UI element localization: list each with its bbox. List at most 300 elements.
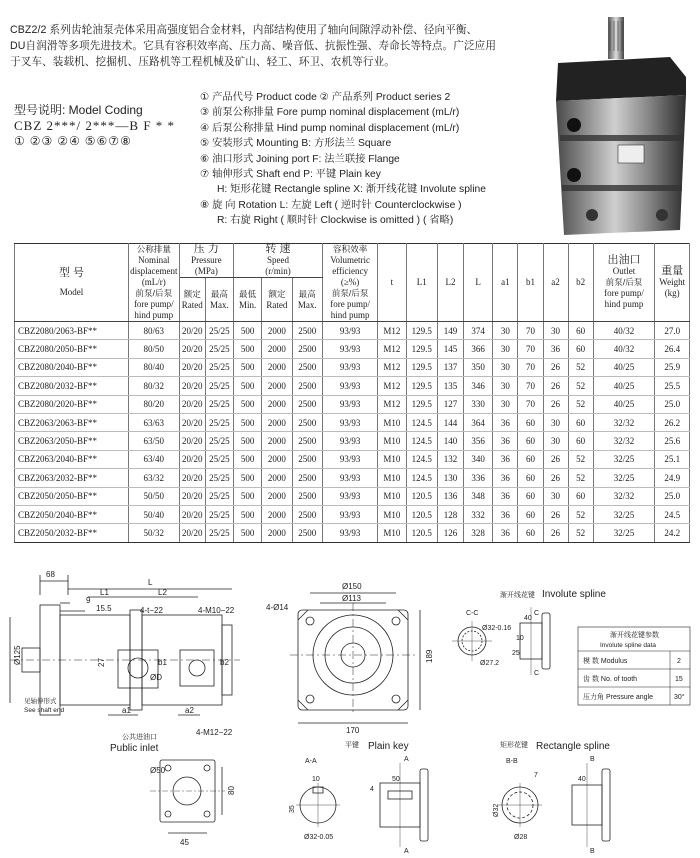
section-a-top: A	[404, 756, 409, 763]
table-cell: 80/40	[128, 358, 179, 376]
table-row	[15, 413, 690, 431]
technical-drawings	[0, 555, 700, 858]
table-cell: 60	[518, 469, 543, 487]
section-a-bottom: A	[404, 848, 409, 855]
table-cell: 60	[518, 432, 543, 450]
table-cell: 500	[234, 450, 262, 468]
side-view-labels	[13, 570, 235, 715]
intro-line-2: DU自润滑等多项先进技术。它具有容积效率高、压力高、噪音低、抗振性强、寿命长等特点。广泛应用	[10, 40, 497, 52]
table-cell: 2000	[262, 524, 292, 542]
table-cell: 52	[568, 469, 593, 487]
table-cell: 2500	[292, 450, 322, 468]
table-cell: 500	[234, 487, 262, 505]
table-row	[15, 505, 690, 523]
dim-pk-10: 10	[312, 776, 320, 783]
intro-line-1: CBZ2/2 系列齿轮油泵壳体采用高强度铝合金材料，内部结构使用了轴向间隙浮动补偿、径向平衡、	[10, 24, 478, 36]
table-cell: 25/25	[205, 450, 233, 468]
spline-teeth-label: 齿 数 No. of tooth	[583, 676, 638, 683]
dim-27: 27	[97, 658, 106, 667]
public-inlet-labels	[110, 728, 236, 847]
dim-a1: a1	[122, 706, 131, 715]
header-max-speed: 最高 Max.	[292, 278, 322, 322]
table-cell: 20/20	[179, 322, 205, 340]
header-a2: a2	[543, 244, 568, 322]
table-cell: 25/25	[205, 377, 233, 395]
table-cell: 93/93	[322, 377, 377, 395]
header-b1: b1	[518, 244, 543, 322]
table-cell: 145	[437, 340, 463, 358]
involute-spline-drawing	[452, 607, 550, 675]
dim-L1: L1	[100, 588, 109, 597]
table-cell: M12	[378, 377, 406, 395]
table-cell: 60	[568, 487, 593, 505]
table-cell: 36	[493, 487, 518, 505]
table-cell: 24.9	[655, 469, 690, 487]
table-cell: 25.5	[655, 377, 690, 395]
front-flange	[556, 57, 686, 101]
table-cell: 70	[518, 377, 543, 395]
table-cell: 93/93	[322, 450, 377, 468]
table-cell: 60	[568, 413, 593, 431]
table-cell: 135	[437, 377, 463, 395]
header-max-pressure: 最高 Max.	[205, 278, 233, 322]
section-c-c: C-C	[466, 610, 479, 617]
table-cell: 40/32	[593, 340, 655, 358]
table-cell: 356	[464, 432, 493, 450]
table-row	[15, 377, 690, 395]
table-cell: 24.2	[655, 524, 690, 542]
table-cell: 26	[543, 358, 568, 376]
shaft	[608, 17, 624, 59]
dim-pk-35: 35	[289, 805, 296, 813]
table-cell: 25/25	[205, 413, 233, 431]
table-cell: CBZ2050/2050-BF**	[15, 487, 129, 505]
table-cell: 25/25	[205, 432, 233, 450]
spline-modulus-value: 2	[677, 658, 681, 665]
table-cell: 128	[437, 505, 463, 523]
table-cell: 127	[437, 395, 463, 413]
header-L2: L2	[437, 244, 463, 322]
table-cell: 40/32	[593, 322, 655, 340]
dim-170: 170	[346, 726, 360, 735]
table-cell: 63/63	[128, 413, 179, 431]
plain-key-labels	[289, 740, 409, 855]
table-cell: 32/25	[593, 450, 655, 468]
table-cell: 129.5	[406, 322, 437, 340]
model-code: CBZ 2***/ 2***—B F * *	[14, 118, 176, 133]
table-cell: 60	[518, 450, 543, 468]
table-cell: 50/50	[128, 487, 179, 505]
table-cell: 30	[493, 340, 518, 358]
table-cell: CBZ2063/2040-BF**	[15, 450, 129, 468]
table-cell: 20/20	[179, 413, 205, 431]
dim-68: 68	[46, 570, 55, 579]
table-cell: 374	[464, 322, 493, 340]
table-cell: 2500	[292, 469, 322, 487]
spec-table-body	[15, 322, 690, 543]
dim-pk-32: Ø32-0.05	[304, 834, 334, 841]
table-cell: 93/93	[322, 505, 377, 523]
table-cell: 52	[568, 450, 593, 468]
see-shaft-cn: 见轴伸形式	[24, 698, 57, 705]
table-cell: 93/93	[322, 358, 377, 376]
table-cell: 93/93	[322, 524, 377, 542]
table-cell: 500	[234, 377, 262, 395]
section-b-top: B	[590, 756, 595, 763]
model-code-indices: ① ②③ ②④ ⑤⑥⑦⑧	[14, 134, 132, 148]
table-cell: 25.1	[655, 450, 690, 468]
dim-b1: b1	[158, 658, 167, 667]
dim-b2: b2	[220, 658, 229, 667]
header-L: L	[464, 244, 493, 322]
spline-data-labels	[583, 630, 685, 701]
table-cell: 500	[234, 432, 262, 450]
table-cell: 26	[543, 505, 568, 523]
coding-legend	[200, 90, 520, 229]
dim-50: Ø50	[150, 766, 166, 775]
table-cell: 26	[543, 469, 568, 487]
table-cell: 25.6	[655, 432, 690, 450]
table-cell: 32/25	[593, 524, 655, 542]
table-cell: 52	[568, 377, 593, 395]
involute-title-cn: 渐开线花键	[500, 592, 535, 599]
model-coding-title: 型号说明: Model Coding	[14, 103, 143, 117]
table-cell: 364	[464, 413, 493, 431]
table-cell: 120.5	[406, 487, 437, 505]
table-cell: M10	[378, 450, 406, 468]
table-cell: 25/25	[205, 340, 233, 358]
table-cell: CBZ2080/2040-BF**	[15, 358, 129, 376]
spline-modulus-label: 模 数 Modulus	[583, 658, 628, 665]
table-row	[15, 395, 690, 413]
table-cell: CBZ2063/2063-BF**	[15, 413, 129, 431]
table-cell: 40/25	[593, 358, 655, 376]
dim-rs-28: Ø28	[514, 834, 528, 841]
table-cell: M12	[378, 340, 406, 358]
public-inlet-cn: 公共进油口	[122, 734, 157, 741]
table-cell: 30	[543, 322, 568, 340]
table-cell: 2000	[262, 505, 292, 523]
table-cell: 30	[543, 432, 568, 450]
table-cell: 2500	[292, 487, 322, 505]
section-b-bottom: B	[590, 848, 595, 855]
header-outlet: 出油口 Outlet 前泵/后泵 fore pump/ hind pump	[593, 244, 655, 322]
table-cell: 52	[568, 395, 593, 413]
table-cell: CBZ2080/2063-BF**	[15, 322, 129, 340]
table-cell: 330	[464, 395, 493, 413]
table-cell: 25/25	[205, 487, 233, 505]
table-cell: 149	[437, 322, 463, 340]
table-cell: 36	[493, 505, 518, 523]
table-cell: 25.0	[655, 487, 690, 505]
table-cell: 328	[464, 524, 493, 542]
table-cell: 30	[543, 413, 568, 431]
table-cell: 340	[464, 450, 493, 468]
table-cell: 25.9	[655, 358, 690, 376]
table-cell: 124.5	[406, 469, 437, 487]
plain-key-cn: 平键	[345, 742, 359, 749]
table-cell: 20/20	[179, 524, 205, 542]
table-cell: 132	[437, 450, 463, 468]
table-cell: 500	[234, 395, 262, 413]
dim-150: Ø150	[342, 582, 362, 591]
table-cell: 126	[437, 524, 463, 542]
legend-line-8: ⑧ 旋 向 Rotation L: 左旋 Left ( 逆时针 Counterclockwise )	[200, 199, 462, 211]
table-cell: 124.5	[406, 432, 437, 450]
section-c-bottom: C	[534, 670, 540, 677]
table-cell: 32/32	[593, 413, 655, 431]
see-shaft-en: See shaft end	[24, 707, 65, 714]
table-cell: CBZ2063/2050-BF**	[15, 432, 129, 450]
table-cell: 63/32	[128, 469, 179, 487]
nameplate	[618, 145, 644, 163]
table-cell: 20/20	[179, 469, 205, 487]
legend-line-7: H: 矩形花键 Rectangle spline X: 渐开线花键 Involute spline	[217, 184, 486, 196]
table-cell: 63/40	[128, 450, 179, 468]
table-cell: CBZ2080/2032-BF**	[15, 377, 129, 395]
table-cell: 350	[464, 358, 493, 376]
header-min-speed: 最低 Min.	[234, 278, 262, 322]
spline-table-title-cn: 渐开线花键参数	[610, 632, 659, 639]
header-rated-pressure: 额定 Rated	[179, 278, 205, 322]
table-cell: 80/20	[128, 395, 179, 413]
table-cell: 36	[493, 413, 518, 431]
table-cell: 120.5	[406, 524, 437, 542]
dim-4-14: 4-Ø14	[266, 603, 289, 612]
rect-spline-cn: 矩形花键	[500, 742, 528, 749]
dim-189: 189	[425, 649, 434, 663]
table-cell: 36	[493, 432, 518, 450]
table-cell: 63/50	[128, 432, 179, 450]
intro-line-3: 于叉车、装载机、挖掘机、压路机等工程机械及矿山、轻工、环卫、农机等行业。	[10, 56, 395, 68]
legend-line-5: ⑥ 油口形式 Joining port F: 法兰联接 Flange	[200, 153, 400, 165]
table-cell: 26	[543, 450, 568, 468]
table-cell: 70	[518, 358, 543, 376]
table-cell: M12	[378, 358, 406, 376]
dim-rs-40: 40	[578, 776, 586, 783]
dim-a2: a2	[185, 706, 194, 715]
port-front	[567, 118, 581, 132]
table-cell: 32/32	[593, 487, 655, 505]
table-cell: 60	[568, 432, 593, 450]
table-cell: 32/25	[593, 469, 655, 487]
table-cell: 30	[493, 377, 518, 395]
table-row	[15, 340, 690, 358]
table-row	[15, 322, 690, 340]
legend-line-6: ⑦ 轴伸形式 Shaft end P: 平键 Plain key	[200, 169, 381, 181]
table-cell: 129.5	[406, 377, 437, 395]
header-L1: L1	[406, 244, 437, 322]
dim-45: 45	[180, 838, 189, 847]
table-row	[15, 432, 690, 450]
spline-teeth-value: 15	[675, 676, 683, 683]
table-cell: 2000	[262, 413, 292, 431]
table-cell: 30	[493, 322, 518, 340]
table-cell: 60	[518, 413, 543, 431]
legend-line-9: R: 右旋 Right ( 顺时针 Clockwise is omitted ) ( 省略)	[217, 215, 454, 227]
table-cell: M10	[378, 413, 406, 431]
dim-40-inv: 40	[524, 615, 532, 622]
table-cell: 93/93	[322, 469, 377, 487]
table-cell: 2000	[262, 358, 292, 376]
table-cell: 93/93	[322, 487, 377, 505]
dim-25-inv: 25	[512, 650, 520, 657]
table-cell: 500	[234, 524, 262, 542]
table-cell: 25/25	[205, 524, 233, 542]
dim-125: Ø125	[13, 645, 22, 665]
table-cell: 20/20	[179, 395, 205, 413]
table-cell: CBZ2080/2050-BF**	[15, 340, 129, 358]
table-cell: 129.5	[406, 340, 437, 358]
table-cell: M10	[378, 469, 406, 487]
public-inlet-en: Public inlet	[110, 743, 159, 754]
table-row	[15, 450, 690, 468]
table-cell: 20/20	[179, 358, 205, 376]
table-cell: 120.5	[406, 505, 437, 523]
table-cell: M12	[378, 395, 406, 413]
table-cell: M10	[378, 487, 406, 505]
table-cell: 26	[543, 395, 568, 413]
table-cell: 40/25	[593, 377, 655, 395]
table-cell: 2500	[292, 524, 322, 542]
table-cell: 130	[437, 469, 463, 487]
table-cell: 30	[543, 487, 568, 505]
table-cell: 2000	[262, 487, 292, 505]
table-cell: 70	[518, 322, 543, 340]
intro-text	[10, 22, 510, 70]
table-cell: 26.2	[655, 413, 690, 431]
table-cell: 2500	[292, 322, 322, 340]
header-a1: a1	[493, 244, 518, 322]
table-cell: 20/20	[179, 450, 205, 468]
table-cell: 70	[518, 340, 543, 358]
dim-L2: L2	[158, 588, 167, 597]
dim-113: Ø113	[342, 594, 361, 603]
dim-10-inv: 10	[516, 635, 524, 642]
table-cell: M10	[378, 505, 406, 523]
table-cell: 50/32	[128, 524, 179, 542]
table-cell: 2000	[262, 377, 292, 395]
table-cell: 80/63	[128, 322, 179, 340]
table-cell: 25/25	[205, 469, 233, 487]
table-cell: 2500	[292, 413, 322, 431]
table-cell: 2000	[262, 340, 292, 358]
table-cell: 36	[493, 469, 518, 487]
table-cell: 32/25	[593, 505, 655, 523]
table-cell: 500	[234, 322, 262, 340]
table-cell: 25/25	[205, 505, 233, 523]
table-row	[15, 358, 690, 376]
table-cell: 93/93	[322, 432, 377, 450]
rectangle-spline-labels	[493, 740, 610, 855]
table-cell: 348	[464, 487, 493, 505]
table-cell: 36	[493, 450, 518, 468]
side-view-drawing	[10, 575, 240, 715]
table-cell: 25.0	[655, 395, 690, 413]
table-cell: 27.0	[655, 322, 690, 340]
table-cell: 336	[464, 469, 493, 487]
header-displacement: 公称排量 Nominal displacement (mL/r) 前泵/后泵 fore pump/ hind pump	[130, 244, 178, 320]
section-a-a: A-A	[305, 758, 317, 765]
table-cell: 80/50	[128, 340, 179, 358]
dim-80: 80	[227, 786, 236, 795]
front-view-drawing	[290, 593, 420, 723]
table-cell: 93/93	[322, 340, 377, 358]
table-cell: CBZ2050/2032-BF**	[15, 524, 129, 542]
table-cell: 2500	[292, 432, 322, 450]
table-cell: 80/32	[128, 377, 179, 395]
table-cell: 26	[543, 524, 568, 542]
table-cell: 366	[464, 340, 493, 358]
table-cell: CBZ2080/2020-BF**	[15, 395, 129, 413]
section-c-top: C	[534, 610, 540, 617]
table-cell: 70	[518, 395, 543, 413]
dim-pk-4: 4	[370, 786, 374, 793]
table-cell: 2000	[262, 432, 292, 450]
table-cell: 140	[437, 432, 463, 450]
port-rear	[567, 168, 581, 182]
plain-key-en: Plain key	[368, 741, 409, 752]
header-speed: 转 速 Speed (r/min)	[234, 244, 323, 278]
header-rated-speed: 额定 Rated	[262, 278, 292, 322]
table-cell: 36	[543, 340, 568, 358]
table-cell: 36	[493, 524, 518, 542]
table-cell: 30	[493, 395, 518, 413]
dim-4-M10: 4-M10−22	[198, 606, 235, 615]
table-cell: 93/93	[322, 322, 377, 340]
table-cell: 500	[234, 469, 262, 487]
dim-D: ØD	[150, 673, 162, 682]
table-cell: 332	[464, 505, 493, 523]
table-cell: M10	[378, 432, 406, 450]
table-cell: 60	[518, 505, 543, 523]
table-cell: 20/20	[179, 505, 205, 523]
table-cell: 2500	[292, 358, 322, 376]
table-row	[15, 524, 690, 542]
table-cell: M10	[378, 524, 406, 542]
spline-angle-label: 压力角 Pressure angle	[583, 694, 654, 701]
table-cell: 346	[464, 377, 493, 395]
table-cell: 2500	[292, 395, 322, 413]
table-row	[15, 487, 690, 505]
table-cell: 52	[568, 505, 593, 523]
table-cell: 24.5	[655, 505, 690, 523]
legend-line-1: ① 产品代号 Product code ② 产品系列 Product series 2	[200, 92, 451, 103]
table-cell: 40/25	[593, 395, 655, 413]
table-cell: 25/25	[205, 358, 233, 376]
table-cell: CBZ2050/2040-BF**	[15, 505, 129, 523]
dim-15-5: 15.5	[96, 604, 112, 613]
table-cell: 124.5	[406, 450, 437, 468]
table-cell: 2000	[262, 469, 292, 487]
legend-line-4: ⑤ 安装形式 Mounting B: 方形法兰 Square	[200, 138, 392, 150]
involute-title-en: Involute spline	[542, 589, 606, 600]
table-cell: 60	[568, 322, 593, 340]
dim-4-M12: 4-M12−22	[196, 728, 233, 737]
spline-table-title-en: Involute spline data	[600, 642, 657, 649]
table-cell: 137	[437, 358, 463, 376]
pump-photo	[540, 15, 690, 240]
table-cell: 2000	[262, 450, 292, 468]
dim-9: 9	[86, 596, 91, 605]
header-weight: 重量 Weight (kg)	[655, 244, 690, 322]
table-cell: M12	[378, 322, 406, 340]
dim-pk-50: 50	[392, 776, 400, 783]
header-pressure: 压 力 Pressure (MPa)	[179, 244, 233, 278]
table-cell: 144	[437, 413, 463, 431]
table-cell: 20/20	[179, 340, 205, 358]
section-b-b: B-B	[506, 758, 518, 765]
